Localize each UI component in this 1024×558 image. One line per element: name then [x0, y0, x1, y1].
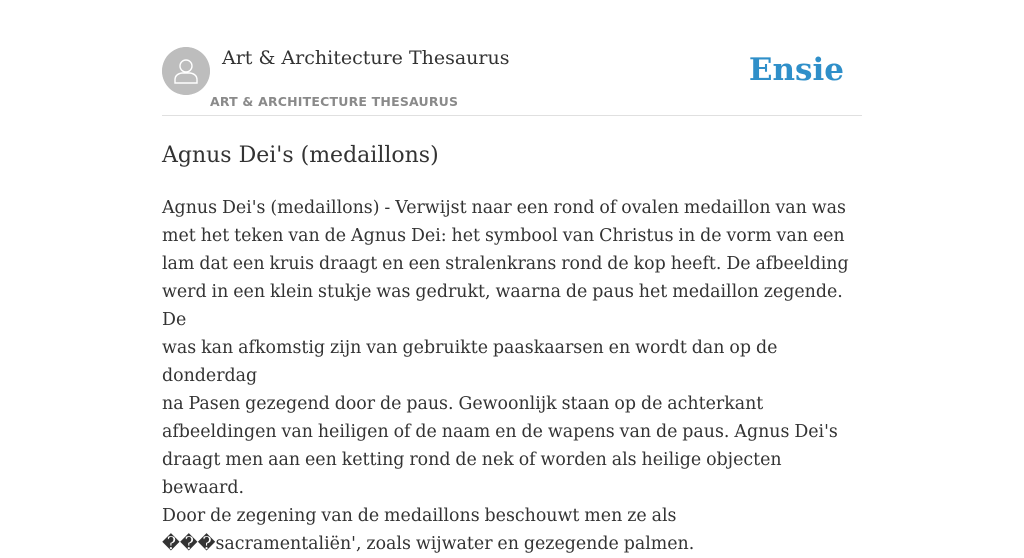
- brand-logo[interactable]: Ensie: [748, 52, 844, 88]
- user-icon: [162, 47, 210, 95]
- body-line: draagt men aan een ketting rond de nek of worden als heilige objecten bewaard.: [162, 450, 782, 498]
- body-line: werd in een klein stukje was gedrukt, waarna de paus het medaillon zegende. De: [162, 282, 843, 330]
- page-title: Agnus Dei's (medaillons): [162, 143, 439, 168]
- body-line: Door de zegening van de medaillons beschouwt men ze als: [162, 506, 677, 526]
- entry-card: [162, 40, 862, 558]
- body-line: na Pasen gezegend door de paus. Gewoonlijk staan op de achterkant: [162, 394, 764, 414]
- source-title[interactable]: Art & Architecture Thesaurus: [222, 47, 510, 69]
- entry-header: [162, 40, 862, 116]
- body-line: was kan afkomstig zijn van gebruikte paaskaarsen en wordt dan op de donderdag: [162, 338, 778, 386]
- body-line: lam dat een kruis draagt en een stralenkrans rond de kop heeft. De afbeelding: [162, 254, 849, 274]
- entry-body: [162, 194, 862, 558]
- avatar[interactable]: [162, 47, 210, 95]
- body-line: afbeeldingen van heiligen of de naam en de wapens van de paus. Agnus Dei's: [162, 422, 838, 442]
- body-line: ���sacramentaliën', zoals wijwater en gezegende palmen.: [162, 534, 695, 554]
- source-subtitle[interactable]: ART & ARCHITECTURE THESAURUS: [210, 94, 459, 109]
- body-line: Agnus Dei's (medaillons) - Verwijst naar een rond of ovalen medaillon van was: [162, 198, 846, 218]
- body-line: met het teken van de Agnus Dei: het symbool van Christus in de vorm van een: [162, 226, 845, 246]
